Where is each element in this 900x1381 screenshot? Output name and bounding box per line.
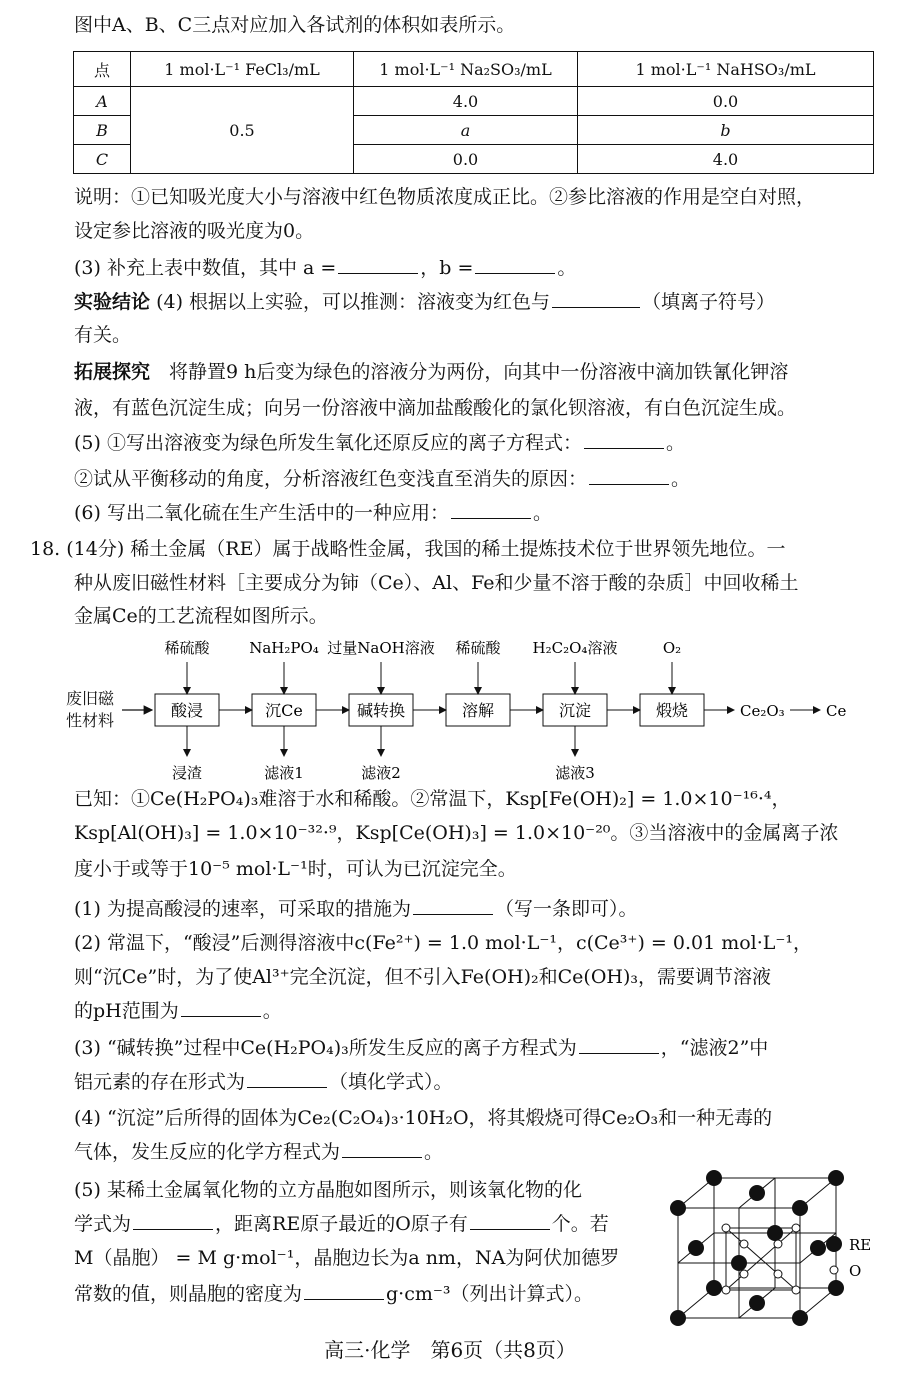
question-6: (6) 写出二氧化硫在生产生活中的一种应用： 。 xyxy=(74,502,552,524)
q4-line2: 有关。 xyxy=(74,324,132,346)
sub-question-5-line2 xyxy=(74,1211,650,1237)
table-cell: B xyxy=(74,116,131,145)
table-header: 1 mol·L⁻¹ FeCl₃/mL xyxy=(131,52,354,87)
table-cell: 0.0 xyxy=(578,87,874,116)
known-line: Ksp[Al(OH)₃] = 1.0×10⁻³²·⁹，Ksp[Ce(OH)₃] = 1.0×10⁻²⁰。③当溶液中的金属离子浓 xyxy=(74,822,839,844)
note-line: 设定参比溶液的吸光度为0。 xyxy=(74,220,315,242)
intro-text: 图中A、B、C三点对应加入各试剂的体积如表所示。 xyxy=(74,14,516,36)
reagent-input-label: O₂ xyxy=(662,639,682,657)
product-label: Ce₂O₃ xyxy=(740,702,785,720)
s1-text: （写一条即可）。 xyxy=(494,898,638,920)
re-atom xyxy=(792,1200,808,1216)
s5-text: g·cm⁻³（列出计算式）。 xyxy=(386,1283,594,1305)
p18-text: 金属Ce的工艺流程如图所示。 xyxy=(74,605,328,627)
table-cell: 0.0 xyxy=(354,145,578,174)
product-label: Ce xyxy=(826,702,847,720)
s5-text: M（晶胞） = M g·mol⁻¹，晶胞边长为a nm，NA为阿伏加德罗 xyxy=(74,1247,620,1269)
q6-text: (6) 写出二氧化硫在生产生活中的一种应用： xyxy=(74,502,449,524)
process-step-label: 溶解 xyxy=(461,701,495,720)
re-atom xyxy=(828,1170,844,1186)
byproduct-label: 滤液1 xyxy=(264,764,304,782)
s3-text: ，“滤液2”中 xyxy=(660,1037,769,1059)
answer-blank[interactable] xyxy=(338,255,418,274)
s5-text: (5) 某稀土金属氧化物的立方晶胞如图所示，则该氧化物的化 xyxy=(74,1179,582,1201)
answer-blank[interactable] xyxy=(451,500,531,519)
reagent-input-label: 稀硫酸 xyxy=(164,639,210,657)
re-atom xyxy=(731,1255,747,1271)
legend-o-marker xyxy=(830,1266,838,1274)
p18-text: (14分) 稀土金属（RE）属于战略性金属，我国的稀土提炼技术位于世界领先地位。一 xyxy=(66,538,786,560)
process-step-label: 沉Ce xyxy=(265,701,303,720)
answer-blank[interactable] xyxy=(133,1211,213,1230)
re-atom xyxy=(792,1310,808,1326)
question-3 xyxy=(74,255,870,281)
process-step-label: 碱转换 xyxy=(356,701,406,720)
ext-text: 液，有蓝色沉淀生成；向另一份溶液中滴加盐酸酸化的氯化钡溶液，有白色沉淀生成。 xyxy=(74,397,797,419)
question-5-1: (5) ①写出溶液变为绿色所发生氧化还原反应的离子方程式： 。 xyxy=(74,432,685,454)
s3-text: （填化学式）。 xyxy=(329,1071,453,1093)
s2-text: (2) 常温下，“酸浸”后测得溶液中c(Fe²⁺) = 1.0 mol·L⁻¹，c(Ce³⁺) = 0.01 mol·L⁻¹， xyxy=(74,932,813,954)
s1-text: (1) 为提高酸浸的速率，可采取的措施为 xyxy=(74,898,411,920)
s5-text: 常数的值，则晶胞的密度为 xyxy=(74,1283,303,1305)
page-footer: 高三·化学 第6页（共8页） xyxy=(324,1338,576,1362)
sub-question-3-line2 xyxy=(74,1069,870,1095)
re-atom xyxy=(706,1170,722,1186)
re-atom xyxy=(828,1280,844,1296)
s5-text: 学式为 xyxy=(74,1213,132,1235)
table-cell: b xyxy=(578,116,874,145)
answer-blank[interactable] xyxy=(475,255,555,274)
process-step-label: 酸浸 xyxy=(170,701,204,720)
ext-text: 将静置9 h后变为绿色的溶液分为两份，向其中一份溶液中滴加铁氰化钾溶 xyxy=(169,361,789,383)
table-cell: A xyxy=(74,87,131,116)
q5-text: (5) ①写出溶液变为绿色所发生氧化还原反应的离子方程式： xyxy=(74,432,582,454)
re-atom xyxy=(767,1225,783,1241)
answer-blank[interactable] xyxy=(579,1035,659,1054)
process-step-label: 煅烧 xyxy=(655,701,689,720)
s2-text: 则“沉Ce”时，为了使Al³⁺完全沉淀，但不引入Fe(OH)₂和Ce(OH)₃，需要调节溶液 xyxy=(74,966,771,988)
answer-blank[interactable] xyxy=(342,1139,422,1158)
reagent-input-label: 稀硫酸 xyxy=(455,639,501,657)
q3-text: ，b = xyxy=(420,257,474,279)
legend-re-label: RE xyxy=(849,1236,872,1254)
problem-number: 18. xyxy=(30,538,61,560)
note-line: 说明：①已知吸光度大小与溶液中红色物质浓度成正比。②参比溶液的作用是空白对照， xyxy=(74,186,816,208)
answer-blank[interactable] xyxy=(247,1069,327,1088)
s2-text: 的pH范围为 xyxy=(74,1000,179,1022)
byproduct-label: 浸渣 xyxy=(171,764,203,782)
re-atom xyxy=(749,1185,765,1201)
answer-blank[interactable] xyxy=(181,998,261,1017)
s4-text: 气体，发生反应的化学方程式为 xyxy=(74,1141,341,1163)
q3-text: (3) 补充上表中数值，其中 a = xyxy=(74,257,337,279)
re-atom xyxy=(670,1310,686,1326)
table-header: 1 mol·L⁻¹ NaHSO₃/mL xyxy=(578,52,874,87)
q4-text: (4) 根据以上实验，可以推测：溶液变为红色与 xyxy=(156,291,551,313)
known-line: 已知：①Ce(H₂PO₄)₃难溶于水和稀酸。②常温下，Ksp[Fe(OH)₂] = 1.0×10⁻¹⁶·⁴， xyxy=(74,788,791,810)
section-label: 实验结论 xyxy=(74,291,151,313)
process-flow-diagram xyxy=(0,636,900,786)
problem-18-line1 xyxy=(30,536,870,562)
s5-text: ，距离RE原子最近的O原子有 xyxy=(215,1213,468,1235)
answer-blank[interactable] xyxy=(552,289,640,308)
sub-question-1 xyxy=(74,896,870,922)
answer-blank[interactable] xyxy=(470,1211,550,1230)
start-material-label: 废旧磁 xyxy=(65,689,115,708)
table-cell: a xyxy=(354,116,578,145)
reagent-input-label: H₂C₂O₄溶液 xyxy=(532,639,618,657)
sub-question-2-line3: 的pH范围为 。 xyxy=(74,1000,282,1022)
re-atom xyxy=(670,1200,686,1216)
crystal-cell-diagram xyxy=(664,1168,900,1328)
answer-blank[interactable] xyxy=(589,466,669,485)
section-label: 拓展探究 xyxy=(74,361,151,383)
re-atom xyxy=(810,1240,826,1256)
known-line: 度小于或等于10⁻⁵ mol·L⁻¹时，可认为已沉淀完全。 xyxy=(74,858,517,880)
table-header: 点 xyxy=(74,52,131,87)
extension-line xyxy=(74,359,870,385)
q3-text: 。 xyxy=(557,257,577,279)
byproduct-label: 滤液2 xyxy=(361,764,401,782)
q5-text: ②试从平衡移动的角度，分析溶液红色变浅直至消失的原因： xyxy=(74,468,588,490)
table-cell: 4.0 xyxy=(578,145,874,174)
s3-text: (3) “碱转换”过程中Ce(H₂PO₄)₃所发生反应的离子方程式为 xyxy=(74,1037,577,1059)
sub-question-5-line4 xyxy=(74,1281,650,1307)
re-atom xyxy=(688,1240,704,1256)
table-header: 1 mol·L⁻¹ Na₂SO₃/mL xyxy=(354,52,578,87)
sub-question-3-line1 xyxy=(74,1035,870,1061)
re-atom xyxy=(706,1280,722,1296)
s4-text: (4) “沉淀”后所得的固体为Ce₂(C₂O₄)₃·10H₂O，将其煅烧可得Ce₂O₃和一种无毒的 xyxy=(74,1107,773,1129)
s3-text: 铝元素的存在形式为 xyxy=(74,1071,246,1093)
answer-blank[interactable] xyxy=(413,896,493,915)
q4-text: （填离子符号） xyxy=(642,291,776,313)
s5-text: 个。若 xyxy=(551,1213,609,1235)
legend-re-marker xyxy=(826,1236,842,1252)
reagent-input-label: NaH₂PO₄ xyxy=(249,639,319,657)
process-step-label: 沉淀 xyxy=(558,701,592,720)
answer-blank[interactable] xyxy=(304,1281,384,1300)
answer-blank[interactable] xyxy=(584,430,664,449)
p18-text: 种从废旧磁性材料［主要成分为铈（Ce）、Al、Fe和少量不溶于酸的杂质］中回收稀土 xyxy=(74,572,799,594)
legend-o-label: O xyxy=(849,1262,862,1280)
re-atom xyxy=(749,1295,765,1311)
byproduct-label: 滤液3 xyxy=(555,764,595,782)
reagent-table xyxy=(73,51,874,174)
start-material-label: 性材料 xyxy=(65,711,115,730)
table-cell: C xyxy=(74,145,131,174)
question-4 xyxy=(74,289,870,315)
table-cell: 4.0 xyxy=(354,87,578,116)
question-5-2: ②试从平衡移动的角度，分析溶液红色变浅直至消失的原因： 。 xyxy=(74,468,691,490)
table-cell: 0.5 xyxy=(131,87,354,174)
sub-question-4-line2: 气体，发生反应的化学方程式为 。 xyxy=(74,1141,444,1163)
reagent-input-label: 过量NaOH溶液 xyxy=(327,639,435,657)
